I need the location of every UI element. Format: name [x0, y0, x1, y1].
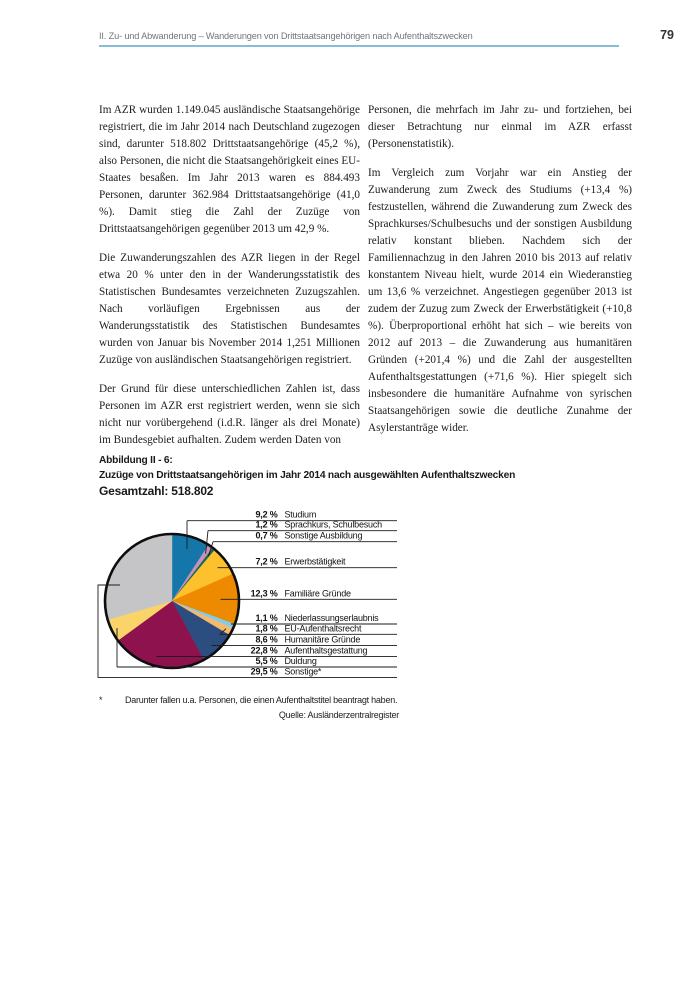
text-column-right [368, 102, 632, 449]
slice-label: Sonstige* [284, 666, 322, 677]
slice-label: EU-Aufenthaltsrecht [284, 623, 362, 634]
slice-label: Erwerbstätigkeit [284, 556, 346, 567]
slice-percent: 1,1 % [255, 613, 278, 623]
slice-percent: 5,5 % [255, 656, 278, 666]
header-rule [99, 45, 619, 47]
paragraph: Personen, die mehrfach im Jahr zu- und fortziehen, bei dieser Betrachtung nur einmal im AZR erfasst (Personenstatistik). [368, 104, 632, 150]
slice-percent: 1,8 % [255, 623, 278, 634]
figure-caption [99, 453, 639, 500]
paragraph: Im Vergleich zum Vorjahr war ein Anstieg der Zuwanderung zum Zweck des Studiums (+13,4 %) festzustellen, während die Zuwanderung zum Zweck des Sprachkurses/Schulbesuchs und der sonstigen Ausbildung relativ konstant blieben. Nachdem sich der Familiennachzug in den Jahren 2010 bis 2013 auf relativ konstantem Niveau hielt, wurde 2014 ein Wiederanstieg um 13,6 % verzeichnet. Angestiegen gegenüber 2013 ist zudem der Zuzug zum Zweck der Erwerbstätigkeit (+10,8 %). Überproportional erhöht hat sich – wie bereits von 2012 auf 2013 – die Zuwanderung aus humanitären Gründen (+201,4 %) und die Zahl der ausgestellten Aufenthaltsgestattungen (+71,6 %). Hier spiegelt sich insbesondere die humanitäre Aufnahme von syrischen Staatsangehörigen sowie die deutliche Zunahme der Asylerstanträge wider. [368, 167, 632, 434]
figure-label: Abbildung II - 6: [99, 455, 173, 466]
text-column-left [99, 102, 360, 461]
slice-label: Sprachkurs, Schulbesuch [284, 519, 382, 530]
slice-label: Studium [284, 509, 317, 520]
slice-percent: 12,3 % [250, 588, 278, 599]
running-header: II. Zu- und Abwanderung – Wanderungen von Drittstaatsangehörigen nach Aufenthaltszwecken [99, 31, 473, 41]
slice-percent: 7,2 % [255, 556, 278, 567]
slice-percent: 0,7 % [255, 530, 278, 541]
slice-label: Familiäre Gründe [284, 588, 351, 599]
figure-total: Gesamtzahl: 518.802 [99, 484, 214, 498]
slice-percent: 29,5 % [250, 666, 278, 677]
paragraph: Der Grund für diese unterschiedlichen Zahlen ist, dass Personen im AZR erst registriert werden, wenn sie sich nicht nur vorübergehend (i.d.R. länger als drei Monate) im Bundesgebiet aufhalten. Zudem werden Daten von [99, 383, 360, 446]
footnote-text: Darunter fallen u.a. Personen, die einen Aufenthaltstitel beantragt haben. [125, 695, 398, 705]
figure-footnote [99, 694, 399, 721]
slice-percent: 1,2 % [255, 519, 278, 530]
slice-percent: 9,2 % [255, 509, 278, 520]
slice-percent: 22,8 % [250, 645, 278, 656]
figure-title: Zuzüge von Drittstaatsangehörigen im Jahr 2014 nach ausgewählten Aufenthaltszwecken [99, 470, 516, 481]
slice-percent: 8,6 % [255, 634, 278, 645]
paragraph: Die Zuwanderungszahlen des AZR liegen in der Regel etwa 20 % unter den in der Wanderungsstatistik des Statistischen Bundesamtes verzeichneten Zuzugszahlen. Nach vorläufigen Ergebnissen aus der Wanderungsstatistik des Statistischen Bundesamtes wurden von Januar bis November 2014 1,251 Millionen Zuzüge von ausländischen Staatsangehörigen registriert. [99, 252, 360, 366]
slice-label: Sonstige Ausbildung [284, 530, 363, 541]
page-number: 79 [660, 28, 674, 42]
footnote-marker: * [99, 695, 103, 705]
slice-label: Aufenthaltsgestattung [284, 645, 368, 656]
paragraph: Im AZR wurden 1.149.045 ausländische Staatsangehörige registriert, die im Jahr 2014 nach Deutschland zugezogen sind, darunter 518.802 Drittstaatsangehörige (45,2 %), also Personen, die nicht die Staatsangehörigkeit eines EU-Staates besaßen. Im Jahr 2013 waren es 884.493 Personen, darunter 362.984 Drittstaatsangehörige (41,0 %). Damit stieg die Zahl der Zuzüge von Drittstaatsangehörigen gegenüber 2013 um 42,9 %. [99, 104, 360, 235]
slice-label: Duldung [284, 656, 317, 666]
pie-chart-figure [95, 505, 425, 700]
source-line: Quelle: Ausländerzentralregister [278, 710, 399, 720]
slice-label: Humanitäre Gründe [284, 634, 361, 645]
slice-label: Niederlassungserlaubnis [284, 613, 379, 623]
